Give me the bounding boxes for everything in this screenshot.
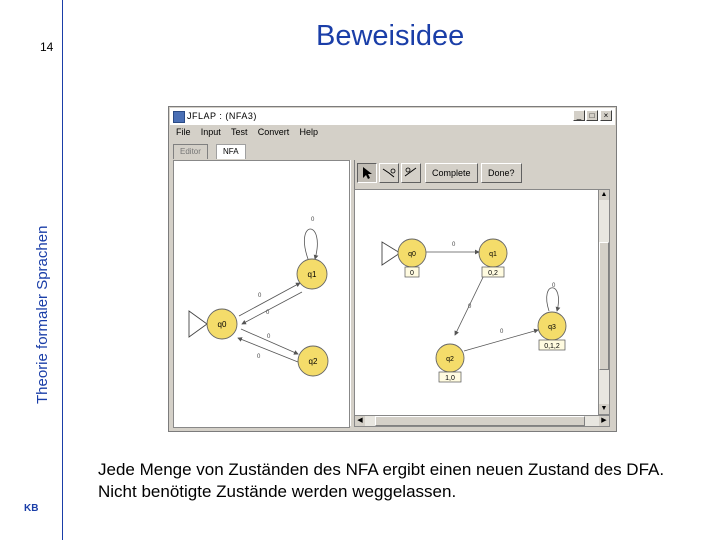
window-titlebar[interactable] [170,108,615,125]
close-button[interactable]: × [600,110,612,121]
window-title: JFLAP : (NFA3) [187,111,257,121]
nfa-canvas[interactable] [173,160,350,428]
nfa-graph [174,161,349,427]
nfa-edge-q1-q0 [242,292,302,324]
app-icon [173,111,185,123]
complete-button[interactable]: Complete [425,163,478,183]
tab-editor[interactable]: Editor [173,144,208,159]
menubar [171,127,321,141]
nfa-edge-q0-q1 [239,283,300,316]
dfa-state-set: 0 [410,270,414,277]
dfa-loop-label: 0 [552,283,556,289]
slide-number: 14 [40,40,54,54]
state-tool-icon[interactable] [379,163,399,183]
horizontal-scroll-thumb[interactable] [375,416,585,426]
minimize-button[interactable]: _ [573,110,585,121]
nfa-edge-label: 0 [258,293,262,299]
svg-text:q2: q2 [446,356,454,363]
done-button[interactable]: Done? [481,163,522,183]
dfa-state-set: 0,2 [488,270,498,277]
vertical-scrollbar[interactable] [598,189,610,415]
vertical-scroll-thumb[interactable] [599,242,609,370]
dfa-state-q0[interactable] [398,239,426,277]
pointer-icon[interactable] [357,163,377,183]
dfa-graph [355,190,599,416]
nfa-state-q0[interactable] [207,309,237,339]
dfa-loop-q3 [547,288,559,311]
svg-text:q2: q2 [308,357,318,366]
dfa-toolbar [357,163,612,187]
menu-input[interactable]: Input [200,127,221,137]
dfa-state-q3[interactable] [538,312,566,350]
scroll-right-icon[interactable]: ▶ [599,416,609,426]
dfa-state-q2[interactable] [436,344,464,382]
menu-help[interactable]: Help [299,127,319,137]
dfa-edge-label: 0 [500,329,504,335]
tab-nfa-to-dfa[interactable]: NFA [216,144,246,159]
nfa-loop-label: 0 [311,217,315,223]
nfa-state-q1[interactable] [297,259,327,289]
dfa-state-q1[interactable] [479,239,507,277]
dfa-edge-label: 0 [452,242,456,248]
dfa-initial-marker [382,242,400,265]
svg-text:q0: q0 [408,251,416,258]
nfa-initial-marker [189,311,207,337]
jflap-window [168,106,617,432]
dfa-state-set: 1,0 [445,375,455,382]
scroll-up-icon[interactable]: ▲ [600,191,608,198]
svg-text:q1: q1 [489,251,497,258]
menu-file[interactable]: File [176,127,191,137]
dfa-state-set: 0,1,2 [544,343,560,350]
expand-icon[interactable] [401,163,421,183]
nfa-edge-label: 0 [257,354,261,360]
svg-text:q0: q0 [217,320,227,329]
menu-convert[interactable]: Convert [257,127,290,137]
menu-test[interactable]: Test [231,127,248,137]
side-divider [62,0,63,540]
dfa-canvas[interactable] [354,189,600,417]
dfa-edge-label: 0 [468,304,472,310]
footer-mark: KB [24,503,39,514]
horizontal-scrollbar[interactable] [354,415,610,427]
body-text: Jede Menge von Zuständen des NFA ergibt einen neuen Zustand des DFA. Nicht benötigte Zustände werden weggelassen. [98,460,665,501]
svg-text:q3: q3 [548,324,556,331]
scroll-down-icon[interactable]: ▼ [600,405,608,412]
nfa-edge-label: 0 [266,310,270,316]
maximize-button[interactable]: □ [586,110,598,121]
side-title: Theorie formaler Sprachen [34,225,51,404]
dfa-edge-q1-q2 [455,269,487,335]
nfa-edge-label: 0 [267,334,271,340]
nfa-loop-q1 [304,229,317,259]
scroll-left-icon[interactable]: ◀ [355,416,365,426]
slide-title: Beweisidee [316,20,465,52]
nfa-state-q2[interactable] [298,346,328,376]
svg-text:q1: q1 [307,270,317,279]
